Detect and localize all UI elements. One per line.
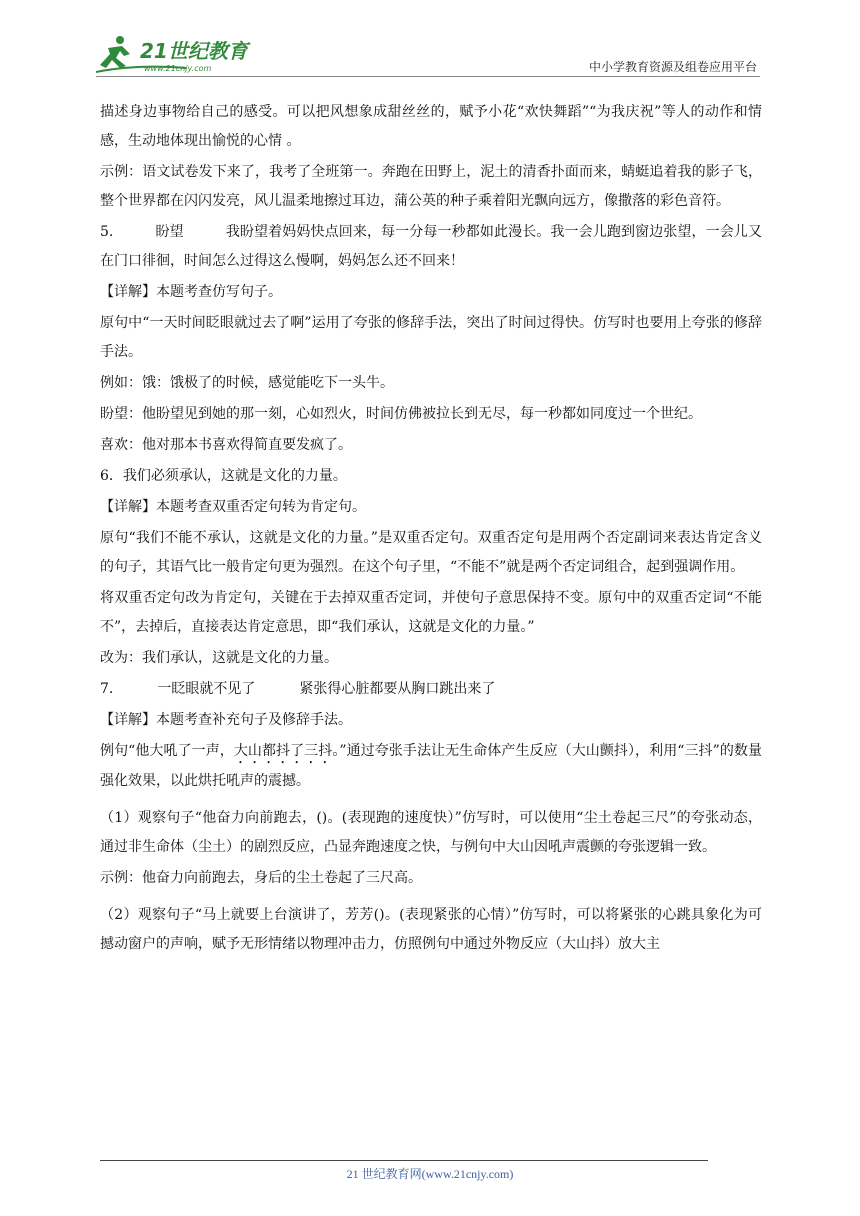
q7-answer	[100, 675, 762, 704]
q5-example-3: 喜欢：他对那本书喜欢得简直要发疯了。	[100, 437, 352, 453]
q7-number: 7.	[100, 681, 114, 697]
q7-example-emphasis: 大山都抖了三抖	[233, 743, 333, 759]
footer-divider	[100, 1160, 708, 1161]
page-header	[0, 0, 860, 80]
q5-answer	[100, 218, 762, 276]
q5-explain: 原句中“一天时间眨眼就过去了啊”运用了夸张的修辞手法，突出了时间过得快。仿写时也要用上夸张的修辞手法。	[100, 315, 762, 360]
q7-example	[100, 737, 762, 796]
q6-explain-2: 将双重否定句改为肯定句，关键在于去掉双重否定词，并使句子意思保持不变。原句中的双重否定词“不能不”，去掉后，直接表达肯定意思，即“我们承认，这就是文化的力量。”	[100, 590, 762, 635]
svg-text:21世纪教育: 21世纪教育	[140, 39, 248, 63]
q5-answer-text: 我盼望着妈妈快点回来，每一分每一秒都如此漫长。我一会儿跑到窗边张望，一会儿又在门口徘徊，时间怎么过得这么慢啊，妈妈怎么还不回来！	[100, 224, 763, 269]
paragraph: 描述身边事物给自己的感受。可以把风想象成甜丝丝的，赋予小花“欢快舞蹈”“为我庆祝”等人的动作和情感，生动地体现出愉悦的心情 。	[100, 104, 762, 149]
site-logo	[96, 34, 266, 76]
q5-detail: 【详解】本题考查仿写句子。	[100, 284, 282, 300]
q5-example-2: 盼望：他盼望见到她的那一刻，心如烈火，时间仿佛被拉长到无尽，每一秒都如同度过一个世纪。	[100, 406, 702, 422]
svg-text:www.21cnjy.com: www.21cnjy.com	[144, 64, 212, 73]
platform-title: 中小学教育资源及组卷应用平台	[588, 60, 757, 74]
q6-detail: 【详解】本题考查双重否定句转为肯定句。	[100, 499, 366, 515]
q5-number: 5.	[100, 224, 114, 240]
q6-result: 改为：我们承认，这就是文化的力量。	[100, 650, 338, 666]
q7-blank-2: 紧张得心脏都要从胸口跳出来了	[299, 681, 496, 697]
q7-sub-1: （1）观察句子“他奋力向前跑去，()。(表现跑的速度快）”仿写时，可以使用“尘土卷起三尺”的夸张动态，通过非生命体（尘土）的剧烈反应，凸显奔跑速度之快，与例句中大山因吼声震颤的夸张逻辑一致。	[100, 810, 762, 855]
header-divider	[96, 76, 760, 77]
document-body	[100, 98, 762, 959]
q6-explain-1: 原句“我们不能不承认，这就是文化的力量。”是双重否定句。双重否定句是用两个否定副词来表达肯定含义的句子，其语气比一般肯定句更为强烈。在这个句子里，“不能不”就是两个否定词组合，起到强调作用。	[100, 530, 762, 575]
q7-detail: 【详解】本题考查补充句子及修辞手法。	[100, 712, 352, 728]
paragraph: 示例：语文试卷发下来了，我考了全班第一。奔跑在田野上，泥土的清香扑面而来，蜻蜓追着我的影子飞，整个世界都在闪闪发亮，风儿温柔地擦过耳边，蒲公英的种子乘着阳光飘向远方，像撒落的彩色音符。	[100, 164, 762, 209]
q7-blank-1: 一眨眼就不见了	[157, 681, 256, 697]
q5-example-1: 例如：饿：饿极了的时候，感觉能吃下一头牛。	[100, 375, 394, 391]
q7-example-post: 。”通过夸张手法让无生命体产生反应（大山颤抖），利用“三抖”的数量强化效果，以此烘托吼声的震撼。	[100, 743, 762, 789]
q5-word: 盼望	[155, 224, 184, 240]
q6-answer: 6．我们必须承认，这就是文化的力量。	[100, 468, 347, 484]
q7-example-pre: 例句“他大吼了一声，	[100, 743, 234, 759]
q7-sub-1-example: 示例：他奋力向前跑去，身后的尘土卷起了三尺高。	[100, 870, 422, 886]
q7-sub-2: （2）观察句子“马上就要上台演讲了，芳芳()。(表现紧张的心情）”仿写时，可以将紧张的心跳具象化为可撼动窗户的声响，赋予无形情绪以物理冲击力，仿照例句中通过外物反应（大山抖）放大主	[100, 907, 762, 952]
page-footer: 21 世纪教育网(www.21cnjy.com)	[346, 1167, 514, 1181]
